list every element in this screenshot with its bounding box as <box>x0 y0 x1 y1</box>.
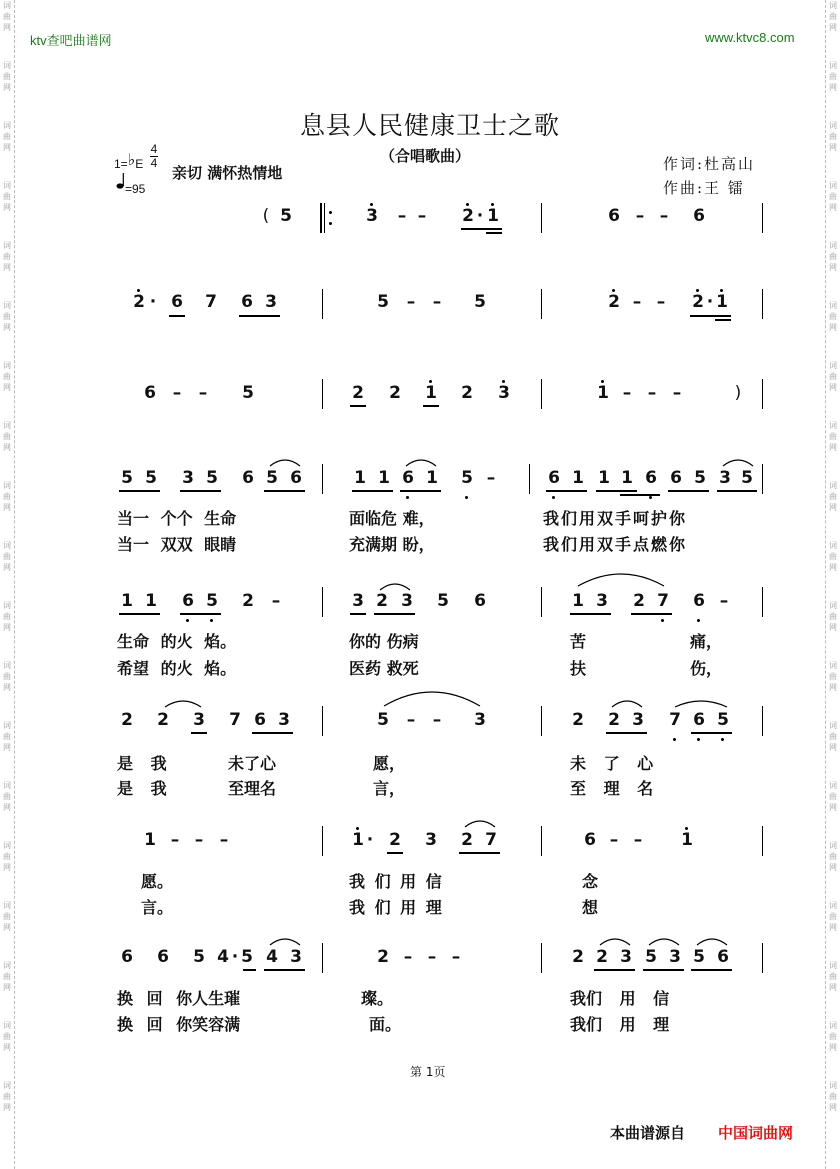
note: 3 <box>193 710 205 730</box>
barline <box>762 289 763 319</box>
watermark-mark: 词 曲 网 <box>829 661 837 692</box>
note: – <box>198 383 208 403</box>
lyric-verse1: 未了心 <box>228 754 277 773</box>
lyric-verse1: 你的 伤病 <box>349 632 419 651</box>
note: 2 <box>377 947 389 967</box>
watermark-mark: 词 曲 网 <box>829 181 837 212</box>
header-left-site: ktv查吧曲谱网 <box>30 33 112 48</box>
note: · <box>231 947 239 967</box>
note: 3 <box>265 292 277 312</box>
note: 7 <box>205 292 217 312</box>
composer: 作曲:王 镭 <box>663 179 745 197</box>
slur <box>382 688 482 708</box>
lyric-verse1: 我们 用 信 <box>570 989 670 1008</box>
note: 6 <box>645 468 657 488</box>
note: 6 <box>290 468 302 488</box>
slur <box>268 456 302 468</box>
close-paren: ) <box>734 383 742 403</box>
note: 6 <box>241 292 253 312</box>
watermark-mark: 词 曲 网 <box>829 901 837 932</box>
note: 2 <box>572 947 584 967</box>
watermark-mark: 词 曲 网 <box>829 601 837 632</box>
note: – <box>672 383 682 403</box>
note: · <box>149 292 157 312</box>
lyric-verse1: 生命 的火 焰。 <box>117 632 237 651</box>
note: – <box>486 468 496 488</box>
slur <box>576 570 666 588</box>
note: 3 <box>401 591 413 611</box>
note: 3 <box>352 591 364 611</box>
note: 5 <box>121 468 133 488</box>
lyric-verse1: 痛， <box>690 632 723 651</box>
right-watermark-strip <box>825 0 840 1169</box>
note: 5 <box>242 383 254 403</box>
watermark-mark: 词 曲 网 <box>829 301 837 332</box>
note: 5 <box>206 468 218 488</box>
note: 1 <box>354 468 366 488</box>
note: 1 <box>716 292 728 312</box>
note: – <box>622 383 632 403</box>
lyric-verse2: 我们 用 理 <box>570 1015 670 1034</box>
note: 6 <box>121 947 133 967</box>
watermark-mark: 词 曲 网 <box>3 841 11 872</box>
watermark-mark: 词 曲 网 <box>3 601 11 632</box>
note: 5 <box>437 591 449 611</box>
note: 5 <box>377 710 389 730</box>
slur <box>404 456 438 468</box>
barline <box>762 826 763 856</box>
watermark-mark: 词 曲 网 <box>3 721 11 752</box>
note: 5 <box>693 947 705 967</box>
slur <box>647 935 681 947</box>
watermark-mark: 词 曲 网 <box>829 961 837 992</box>
note: – <box>427 947 437 967</box>
note: 6 <box>157 947 169 967</box>
barline <box>762 379 763 409</box>
note: 1 <box>378 468 390 488</box>
lyric-verse2: 我 们 用 理 <box>349 898 442 917</box>
note: 5 <box>266 468 278 488</box>
note: 3 <box>290 947 302 967</box>
note: – <box>219 830 229 850</box>
note: 3 <box>474 710 486 730</box>
note: 2 <box>389 383 401 403</box>
lyric-verse1: 愿， <box>373 754 406 773</box>
watermark-mark: 词 曲 网 <box>3 1081 11 1112</box>
lyric-verse2: 我们用双手点燃你 <box>543 535 688 554</box>
lyric-verse1: 愿。 <box>141 872 174 891</box>
lyric-verse1: 换 回 你人生璀 <box>117 989 241 1008</box>
watermark-mark: 词 曲 网 <box>3 181 11 212</box>
repeat-barline-thin <box>324 203 325 233</box>
watermark-mark: 词 曲 网 <box>829 121 837 152</box>
note: 2 <box>461 383 473 403</box>
note: 2 <box>692 292 704 312</box>
note: 5 <box>741 468 753 488</box>
watermark-mark: 词 曲 网 <box>3 301 11 332</box>
note: 2 <box>633 591 645 611</box>
slur <box>378 580 412 592</box>
lyric-verse1: 面临危 难， <box>349 509 435 528</box>
note: 2 <box>242 591 254 611</box>
note: 7 <box>657 591 669 611</box>
note: 6 <box>182 591 194 611</box>
note: 3 <box>366 206 378 226</box>
lyric-verse1: 我们用双手呵护你 <box>543 509 688 528</box>
watermark-mark: 词 曲 网 <box>3 541 11 572</box>
lyric-verse1: 璨。 <box>361 989 394 1008</box>
barline <box>322 706 323 736</box>
note: 2 <box>572 710 584 730</box>
note: – <box>647 383 657 403</box>
lyric-verse1: 当一 个个 生命 <box>117 509 237 528</box>
note: – <box>406 292 416 312</box>
lyric-verse2: 想 <box>582 898 599 917</box>
lyric-verse1: 念 <box>582 872 599 891</box>
lyricist: 作词:杜高山 <box>663 155 756 173</box>
barline <box>541 289 542 319</box>
lyric-verse2: 充满期 盼， <box>349 535 435 554</box>
note: – <box>397 206 407 226</box>
key-label: 1=♭E <box>114 152 144 171</box>
note: 3 <box>669 947 681 967</box>
note: 2 <box>133 292 145 312</box>
note: 6 <box>693 206 705 226</box>
lyric-verse2: 当一 双双 眼睛 <box>117 535 237 554</box>
note: · <box>476 206 484 226</box>
watermark-mark: 词 曲 网 <box>3 661 11 692</box>
note: – <box>635 206 645 226</box>
note: 6 <box>242 468 254 488</box>
barline <box>541 826 542 856</box>
note: 5 <box>241 947 253 967</box>
note: 1 <box>572 468 584 488</box>
lyric-verse2: 言。 <box>141 898 174 917</box>
note: – <box>659 206 669 226</box>
watermark-mark: 词 曲 网 <box>829 781 837 812</box>
time-signature: 4 4 <box>150 142 158 170</box>
left-watermark-strip <box>0 0 15 1169</box>
watermark-mark: 词 曲 网 <box>829 841 837 872</box>
open-paren: ( <box>262 206 270 226</box>
barline <box>762 464 763 494</box>
note: 1 <box>681 830 693 850</box>
lyric-verse1: 苦 <box>570 632 587 651</box>
repeat-barline <box>320 203 322 233</box>
note: – <box>403 947 413 967</box>
note: 6 <box>254 710 266 730</box>
barline <box>322 289 323 319</box>
lyric-verse2: 言， <box>373 779 406 798</box>
note: 3 <box>632 710 644 730</box>
watermark-mark: 词 曲 网 <box>829 721 837 752</box>
note: 3 <box>498 383 510 403</box>
slur <box>598 935 632 947</box>
watermark-mark: 词 曲 网 <box>829 361 837 392</box>
note: 5 <box>645 947 657 967</box>
barline <box>322 826 323 856</box>
watermark-mark: 词 曲 网 <box>3 901 11 932</box>
note: 6 <box>548 468 560 488</box>
note: 1 <box>426 468 438 488</box>
barline <box>322 943 323 973</box>
note: 1 <box>621 468 633 488</box>
watermark-mark: 词 曲 网 <box>829 481 837 512</box>
note: 6 <box>584 830 596 850</box>
note: 2 <box>608 710 620 730</box>
watermark-mark: 词 曲 网 <box>829 421 837 452</box>
lyric-verse1: 是 我 <box>117 754 167 773</box>
note: 3 <box>620 947 632 967</box>
watermark-mark: 词 曲 网 <box>3 1021 11 1052</box>
note: – <box>417 206 427 226</box>
lyric-verse2: 伤， <box>690 659 723 678</box>
watermark-mark: 词 曲 网 <box>829 1081 837 1112</box>
note: 3 <box>596 591 608 611</box>
note: 5 <box>474 292 486 312</box>
lyric-verse2: 扶 <box>570 659 587 678</box>
note: 5 <box>193 947 205 967</box>
note: 6 <box>717 947 729 967</box>
barline <box>541 203 542 233</box>
lyric-verse1: 未 了 心 <box>570 754 654 773</box>
barline <box>541 587 542 617</box>
footer-brand: 中国词曲网 <box>718 1124 794 1142</box>
lyric-verse2: 至 理 名 <box>570 779 654 798</box>
note: 1 <box>425 383 437 403</box>
note: – <box>194 830 204 850</box>
watermark-mark: 词 曲 网 <box>829 541 837 572</box>
slur <box>673 697 729 709</box>
note: – <box>432 292 442 312</box>
note: 5 <box>377 292 389 312</box>
note: – <box>719 591 729 611</box>
barline <box>762 203 763 233</box>
note: 6 <box>171 292 183 312</box>
barline <box>541 943 542 973</box>
note: 2 <box>389 830 401 850</box>
note: 2 <box>461 830 473 850</box>
note: 6 <box>144 383 156 403</box>
header-right-site: www.ktvc8.com <box>705 30 795 45</box>
note: 5 <box>461 468 473 488</box>
footer-source: 本曲谱源自 <box>610 1124 686 1142</box>
slur <box>463 817 497 829</box>
note: 6 <box>402 468 414 488</box>
note: 2 <box>157 710 169 730</box>
note: – <box>271 591 281 611</box>
note: · <box>706 292 714 312</box>
slur <box>695 935 729 947</box>
watermark-mark: 词 曲 网 <box>829 241 837 272</box>
note: 1 <box>597 383 609 403</box>
barline <box>541 379 542 409</box>
note: – <box>432 710 442 730</box>
note: – <box>172 383 182 403</box>
expression-mark: 亲切 满怀热情地 <box>172 164 283 182</box>
note: 5 <box>206 591 218 611</box>
note: 7 <box>229 710 241 730</box>
note: 6 <box>693 591 705 611</box>
slur <box>721 456 755 468</box>
watermark-mark: 词 曲 网 <box>3 241 11 272</box>
note: 1 <box>145 591 157 611</box>
note: 1 <box>121 591 133 611</box>
lyric-verse1: 我 们 用 信 <box>349 872 442 891</box>
barline <box>322 587 323 617</box>
note: – <box>451 947 461 967</box>
lyric-verse2: 面。 <box>369 1015 402 1034</box>
watermark-mark: 词 曲 网 <box>3 481 11 512</box>
barline <box>762 706 763 736</box>
note: 4 <box>217 947 229 967</box>
barline <box>529 464 530 494</box>
barline <box>322 379 323 409</box>
note: 3 <box>719 468 731 488</box>
note: 1 <box>352 830 364 850</box>
note: – <box>609 830 619 850</box>
note: 2 <box>596 947 608 967</box>
note: 3 <box>425 830 437 850</box>
barline <box>762 587 763 617</box>
barline <box>762 943 763 973</box>
note: 6 <box>474 591 486 611</box>
note: 6 <box>670 468 682 488</box>
note: 6 <box>608 206 620 226</box>
note: 4 <box>266 947 278 967</box>
note: 2 <box>462 206 474 226</box>
note: 5 <box>717 710 729 730</box>
watermark-mark: 词 曲 网 <box>3 961 11 992</box>
note: · <box>366 830 374 850</box>
slur <box>610 697 644 709</box>
watermark-mark: 词 曲 网 <box>829 1021 837 1052</box>
note: 2 <box>121 710 133 730</box>
note: – <box>170 830 180 850</box>
note: 3 <box>278 710 290 730</box>
note: 7 <box>669 710 681 730</box>
song-title: 息县人民健康卫士之歌 <box>300 111 561 140</box>
page-number: 第 1页 <box>410 1065 446 1079</box>
note: 6 <box>693 710 705 730</box>
note: – <box>632 292 642 312</box>
note: 2 <box>608 292 620 312</box>
note: 5 <box>280 206 292 226</box>
lyric-verse2: 换 回 你笑容满 <box>117 1015 241 1034</box>
note: 7 <box>485 830 497 850</box>
lyric-verse2: 医药 救死 <box>349 659 419 678</box>
note: 5 <box>145 468 157 488</box>
note: 1 <box>487 206 499 226</box>
watermark-mark: 词 曲 网 <box>3 361 11 392</box>
note: – <box>656 292 666 312</box>
watermark-mark: 词 曲 网 <box>3 421 11 452</box>
lyric-verse2: 是 我 <box>117 779 167 798</box>
note: 1 <box>598 468 610 488</box>
lyric-verse2: 至理名 <box>228 779 277 798</box>
watermark-mark: 词 曲 网 <box>3 61 11 92</box>
watermark-mark: 词 曲 网 <box>3 781 11 812</box>
song-subtitle: （合唱歌曲） <box>380 147 471 165</box>
note: 3 <box>182 468 194 488</box>
note: 2 <box>376 591 388 611</box>
tempo-value: =95 <box>125 182 146 196</box>
note: 1 <box>144 830 156 850</box>
note: 1 <box>572 591 584 611</box>
slur <box>163 697 203 709</box>
barline <box>541 706 542 736</box>
note: – <box>406 710 416 730</box>
watermark-mark: 词 曲 网 <box>829 61 837 92</box>
slur <box>268 935 302 947</box>
note: – <box>633 830 643 850</box>
watermark-mark: 词 曲 网 <box>3 121 11 152</box>
note: 5 <box>694 468 706 488</box>
note: 2 <box>352 383 364 403</box>
lyric-verse2: 希望 的火 焰。 <box>117 659 237 678</box>
watermark-mark: 词 曲 网 <box>3 1 11 32</box>
barline <box>322 464 323 494</box>
watermark-mark: 词 曲 网 <box>829 1 837 32</box>
